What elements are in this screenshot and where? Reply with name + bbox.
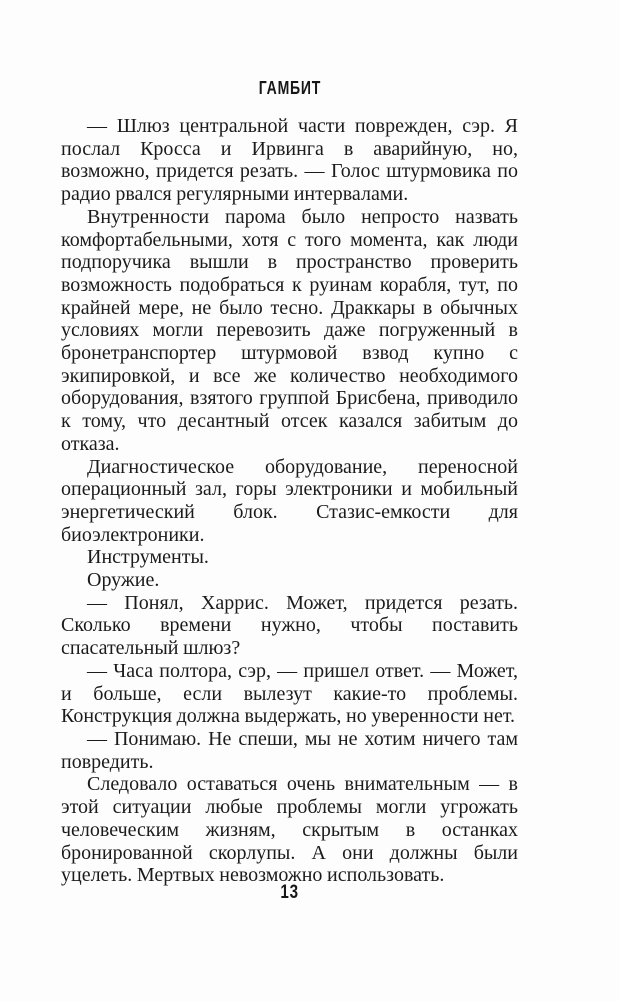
body-paragraph: Инструменты. bbox=[87, 546, 209, 569]
page-number: 13 bbox=[280, 882, 299, 903]
running-header bbox=[61, 77, 518, 99]
body-paragraph: — Шлюз центральной части поврежден, сэр. Я послал Кросса и Ирвинга в аварийную, но, возможно, придется резать. — Голос штурмовика по радио рвался регулярными интервалами. bbox=[61, 115, 518, 206]
running-header-title: ГАМБИТ bbox=[258, 78, 321, 98]
body-paragraph: Диагностическое оборудование, переносной операционный зал, горы электроники и мобильный энергетический блок. Стазис-емкости для биоэлектроники. bbox=[61, 455, 518, 546]
body-paragraph: — Понял, Харрис. Может, придется резать. Сколько времени нужно, чтобы поставить спасательный шлюз? bbox=[61, 591, 518, 660]
body-paragraph: — Часа полтора, сэр, — пришел ответ. — Может, и больше, если вылезут какие-то проблемы. Конструкция должна выдержать, но уверенности нет. bbox=[61, 659, 518, 728]
page-folio bbox=[61, 882, 518, 904]
body-paragraph: Внутренности парома было непросто назвать комфортабельными, хотя с того момента, как люди подпоручика вышли в пространство проверить возможность подобраться к руинам корабля, тут, по крайней мере, не было тесно. Драккары в обычных условиях могли перевозить даже погруженный в бронетранспортер штурмовой взвод купно с экипировкой, и все же количество необходимого оборудования, взятого группой Брисбена, приводило к тому, что десантный отсек казался забитым до отказа. bbox=[61, 205, 518, 455]
body-paragraph: Следовало оставаться очень внимательным — в этой ситуации любые проблемы могли угрожать человеческим жизням, скрытым в останках бронированной скорлупы. А они должны были уцелеть. Мертвых невозможно использовать. bbox=[61, 773, 518, 887]
body-text bbox=[61, 115, 518, 887]
content-block bbox=[61, 0, 518, 887]
body-paragraph: — Понимаю. Не спеши, мы не хотим ничего там повредить. bbox=[61, 727, 518, 773]
body-paragraph: Оружие. bbox=[87, 569, 160, 592]
